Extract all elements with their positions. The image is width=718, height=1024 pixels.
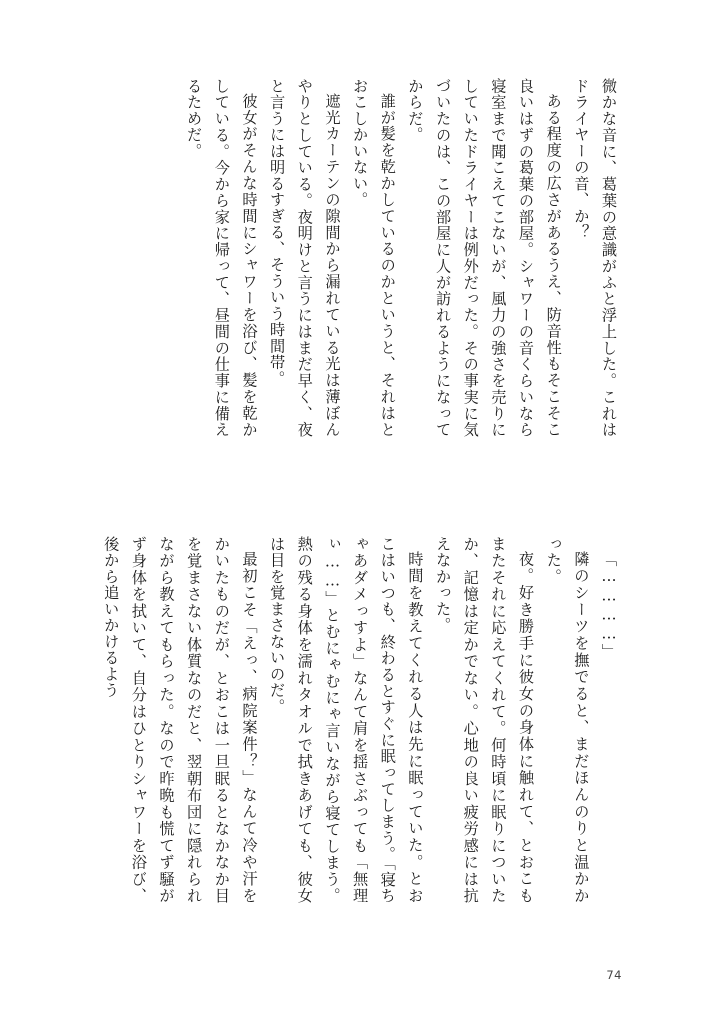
paragraph: 時間を教えてくれる人は先に眠っていた。とおこはいつも、終わるとすぐに眠ってしまう。「寝ちゃあダメっすよ」なんて肩を揺さぶっても「無理ぃ……」とむにゃむにゃ言いながら寝てしまう。熱の残る身体を濡れタオルで拭きあげても、彼女は目を覚まさないのだ。 xyxy=(268,536,425,904)
paragraph: 夜。好き勝手に彼女の身体に触れて、とおこもまたそれに応えてくれて。何時頃に眠りについたか、記憶は定かでない。心地の良い疲労感には抗えなかった。 xyxy=(434,536,536,904)
text-block-upper xyxy=(152,78,622,438)
paragraph: 遮光カーテンの隙間から漏れている光は薄ぼんやりとしている。夜明けと言うにはまだ早く、夜と言うには明るすぎる、そういう時間帯。 xyxy=(268,78,342,438)
paragraph: 最初こそ「えっ、病院案件？」なんて冷や汗をかいたものだが、とおこは一旦眠るとなかなか目を覚まさない体質なのだと、翌朝布団に隠れられながら教えてもらった。なので昨晩も慌てず騒がず身体を拭いて、自分はひとりシャワーを浴び、後から追いかけるよう xyxy=(102,536,259,904)
paragraph: 「…………」 xyxy=(600,551,618,660)
paragraph: 誰が髪を乾かしているのかというと、それはとおこしかいない。 xyxy=(351,78,397,438)
paragraph: 彼女がそんな時間にシャワーを浴び、髪を乾かしている。今から家に帰って、昼間の仕事に備えるためだ。 xyxy=(185,78,259,438)
page-number: 74 xyxy=(606,968,622,982)
paragraph: 微かな音に、葛葉の意識がふと浮上した。これはドライヤーの音、か？ xyxy=(572,78,618,438)
text-block-lower xyxy=(102,536,622,904)
paragraph: ある程度の広さがあるうえ、防音性もそこそこ良いはずの葛葉の部屋。シャワーの音くらいなら寝室まで聞こえてこないが、風力の強さを売りにしていたドライヤーは例外だった。その事実に気づいたのは、この部屋に人が訪れるようになってからだ。 xyxy=(406,78,563,438)
paragraph: 隣のシーツを撫でると、まだほんのりと温かかった。 xyxy=(544,536,591,904)
